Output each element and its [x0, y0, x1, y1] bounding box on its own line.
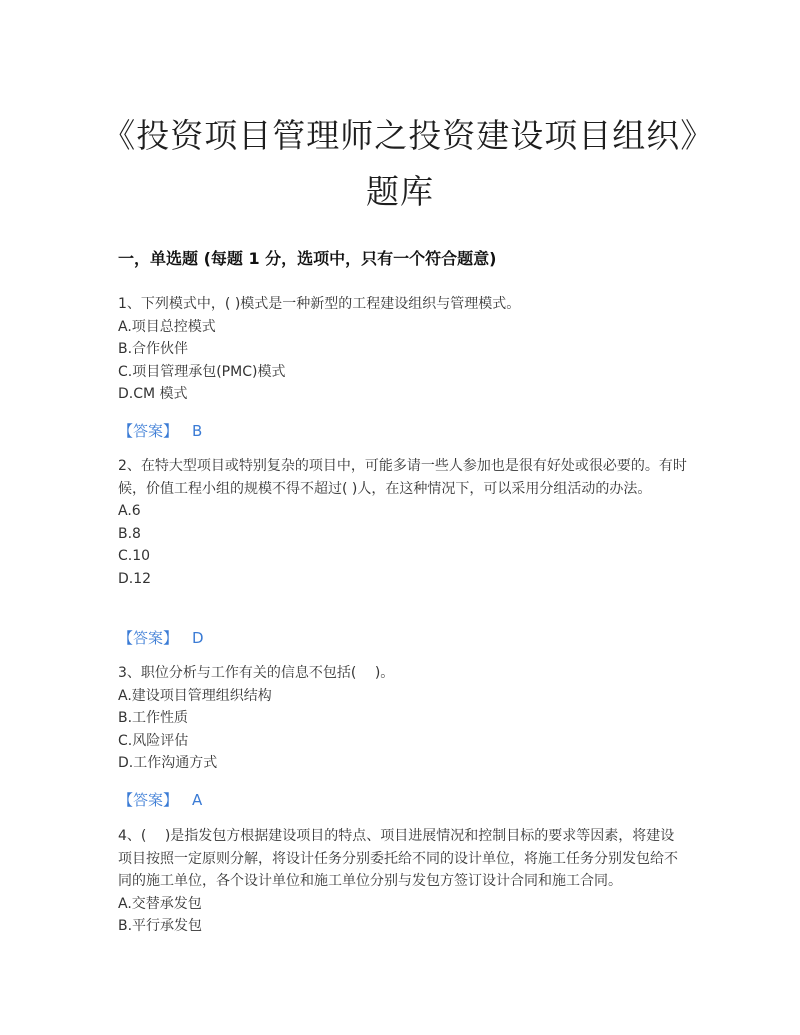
option-b: B.工作性质 — [118, 710, 189, 726]
answer-value: A — [192, 791, 203, 809]
answer-3 — [118, 789, 202, 810]
question-stem: 2、在特大型项目或特别复杂的项目中，可能多请一些人参加也是很有好处或很必要的。有时候，价值工程小组的规模不得不超过( )人，在这种情况下，可以采用分组活动的办法。 — [118, 458, 687, 497]
question-3 — [118, 662, 688, 775]
option-c: C.项目管理承包(PMC)模式 — [118, 363, 286, 380]
answer-label: 【答案】 — [118, 422, 179, 440]
question-4 — [118, 825, 688, 938]
option-d: D.CM 模式 — [118, 386, 188, 402]
option-d: D.12 — [118, 570, 152, 587]
answer-label: 【答案】 — [118, 791, 179, 809]
option-c: C.风险评估 — [118, 732, 189, 749]
option-b: B.8 — [118, 525, 141, 542]
answer-value: B — [192, 422, 203, 440]
option-b: B.合作伙伴 — [118, 341, 189, 357]
answer-label: 【答案】 — [118, 629, 179, 647]
document-title: 《投资项目管理师之投资建设项目组织》题库 — [102, 116, 698, 211]
answer-1 — [118, 420, 202, 441]
question-stem: 4、( )是指发包方根据建设项目的特点、项目进展情况和控制目标的要求等因素，将建设项目按照一定原则分解，将设计任务分别委托给不同的设计单位，将施工任务分别发包给不同的施工单位，各个设计单位和施工单位分别与发包方签订设计合同和施工合同。 — [118, 828, 678, 889]
option-b: B.平行承发包 — [118, 918, 203, 934]
option-c: C.10 — [118, 548, 151, 564]
question-stem: 3、职位分析与工作有关的信息不包括( )。 — [118, 665, 395, 681]
option-a: A.交替承发包 — [118, 895, 202, 912]
option-a: A.6 — [118, 503, 141, 519]
answer-2 — [118, 627, 204, 648]
question-2 — [118, 455, 688, 590]
option-d: D.工作沟通方式 — [118, 755, 218, 771]
option-a: A.项目总控模式 — [118, 318, 216, 335]
answer-value: D — [192, 629, 204, 647]
question-1 — [118, 293, 688, 406]
option-a: A.建设项目管理组织结构 — [118, 687, 272, 704]
question-stem: 1、下列模式中，( )模式是一种新型的工程建设组织与管理模式。 — [118, 296, 521, 312]
section-heading: 一，单选题 (每题 1 分，选项中，只有一个符合题意) — [118, 249, 497, 268]
